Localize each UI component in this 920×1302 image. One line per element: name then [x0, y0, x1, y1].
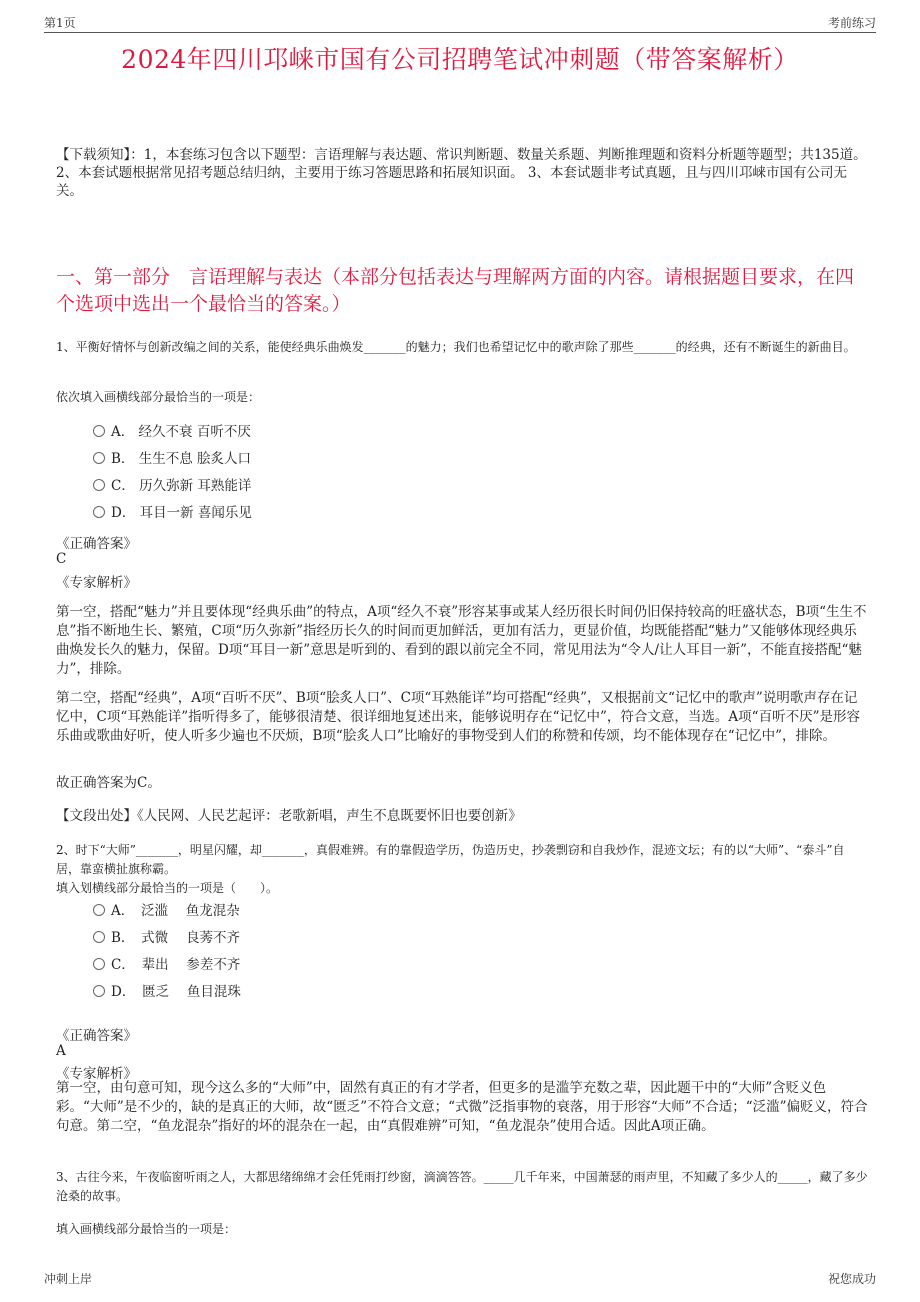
q1-answer-label: 《正确答案》: [56, 536, 137, 552]
q1-option-c[interactable]: C． 历久弥新 耳熟能详: [93, 476, 251, 496]
q1-option-b[interactable]: B． 生生不息 脍炙人口: [93, 449, 251, 469]
q2-option-c[interactable]: C． 辈出 参差不齐: [93, 955, 240, 975]
footer-right: 祝您成功: [827, 1272, 876, 1286]
q2-stem: 2、时下“大师”_______，明星闪耀，却_______，真假难辨。有的靠假造学历，伪造历史，抄袭剽窃和自我炒作，混迹文坛；有的以“大师”、“泰斗”自居，靠蛮横扯旗称霸。: [56, 843, 845, 876]
q2-answer-label: 《正确答案》: [56, 1028, 137, 1044]
radio-icon[interactable]: [93, 479, 105, 491]
page-header: [44, 14, 876, 33]
page-number: 第1页: [44, 16, 76, 30]
download-notice: 【下载须知】：1，本套练习包含以下题型：言语理解与表达题、常识判断题、数量关系题、判断推理题和资料分析题等题型；共135道。 2、本套试题根据常见招考题总结归纳，主要用于练习答题思路和拓展知识面。 3、本套试题非考试真题，且与四川邛崃市国有公司无关。: [56, 147, 867, 199]
radio-icon[interactable]: [93, 904, 105, 916]
q3-prompt: 填入画横线部分最恰当的一项是：: [56, 1222, 237, 1236]
radio-icon[interactable]: [93, 452, 105, 464]
q1-option-d[interactable]: D． 耳目一新 喜闻乐见: [93, 503, 252, 523]
q1-conclusion: 故正确答案为C。: [56, 775, 161, 791]
q2-option-a[interactable]: A． 泛滥 鱼龙混杂: [93, 901, 240, 921]
q1-stem: 1、平衡好情怀与创新改编之间的关系，能使经典乐曲焕发_______的魅力；我们也希望记忆中的歌声除了那些_______的经典，还有不断诞生的新曲目。: [56, 340, 856, 354]
q2-prompt: 填入划横线部分最恰当的一项是（ ）。: [56, 881, 279, 895]
header-label: 考前练习: [827, 16, 876, 30]
q3-stem: 3、古往今来，午夜临窗听雨之人，大都思绪绵绵才会任凭雨打纱窗，滴滴答答。_____几千年来，中国萧瑟的雨声里，不知藏了多少人的_____，藏了多少沧桑的故事。: [56, 1170, 868, 1203]
q2-analysis-label: 《专家解析》: [56, 1066, 137, 1082]
radio-icon[interactable]: [93, 506, 105, 518]
q1-source: 【文段出处】《人民网、人民艺起评：老歌新唱，声生不息既要怀旧也要创新》: [56, 808, 522, 824]
document-title: 2024年四川邛崃市国有公司招聘笔试冲刺题（带答案解析）: [121, 45, 799, 74]
radio-icon[interactable]: [93, 425, 105, 437]
footer-left: 冲刺上岸: [44, 1272, 93, 1286]
q1-analysis-label: 《专家解析》: [56, 575, 137, 591]
radio-icon[interactable]: [93, 958, 105, 970]
q1-option-a[interactable]: A． 经久不衰 百听不厌: [93, 422, 251, 442]
q1-analysis-paragraph-1: 第一空，搭配“魅力”并且要体现“经典乐曲”的特点，A项“经久不衰”形容某事或某人经历很长时间仍旧保持较高的旺盛状态，B项“生生不息”指不断地生长、繁殖，C项“历久弥新”指经历长久的时间而更加鲜活，更加有活力，更显价值，均既能搭配“魅力”又能够体现经典乐曲焕发长久的魅力，保留。D项“耳目一新”意思是听到的、看到的跟以前完全不同，常见用法为“令人/让人耳目一新”，不能直接搭配“魅力”，排除。: [56, 604, 867, 677]
q1-prompt: 依次填入画横线部分最恰当的一项是：: [56, 390, 261, 404]
q1-analysis-paragraph-2: 第二空，搭配“经典”，A项“百听不厌”、B项“脍炙人口”、C项“耳熟能详”均可搭配“经典”，又根据前文“记忆中的歌声”说明歌声存在记忆中，C项“耳熟能详”指听得多了，能够很清楚、很详细地复述出来，能够说明存在“记忆中”，符合文意，当选。A项“百听不厌”是形容乐曲或歌曲好听，使人听多少遍也不厌烦，B项“脍炙人口”比喻好的事物受到人们的称赞和传颂，均不能体现存在“记忆中”，排除。: [56, 690, 860, 744]
radio-icon[interactable]: [93, 985, 105, 997]
q1-answer: C: [56, 551, 67, 567]
q2-analysis: 第一空，由句意可知，现今这么多的“大师”中，固然有真正的有才学者，但更多的是滥竽充数之辈，因此题干中的“大师”含贬义色彩。“大师”是不少的，缺的是真正的大师，故“匮乏”不符合文意；“式微”泛指事物的衰落，用于形容“大师”不合适；“泛滥”偏贬义，符合句意。第二空，“鱼龙混杂”指好的坏的混杂在一起，由“真假难辨”可知，“鱼龙混杂”使用合适。因此A项正确。: [56, 1080, 868, 1134]
q2-option-d[interactable]: D． 匮乏 鱼目混珠: [93, 982, 241, 1002]
q2-option-b[interactable]: B． 式微 良莠不齐: [93, 928, 240, 948]
section-heading: 一、第一部分 言语理解与表达（本部分包括表达与理解两方面的内容。请根据题目要求，在四个选项中选出一个最恰当的答案。）: [56, 266, 855, 315]
q2-answer: A: [56, 1043, 66, 1059]
radio-icon[interactable]: [93, 931, 105, 943]
